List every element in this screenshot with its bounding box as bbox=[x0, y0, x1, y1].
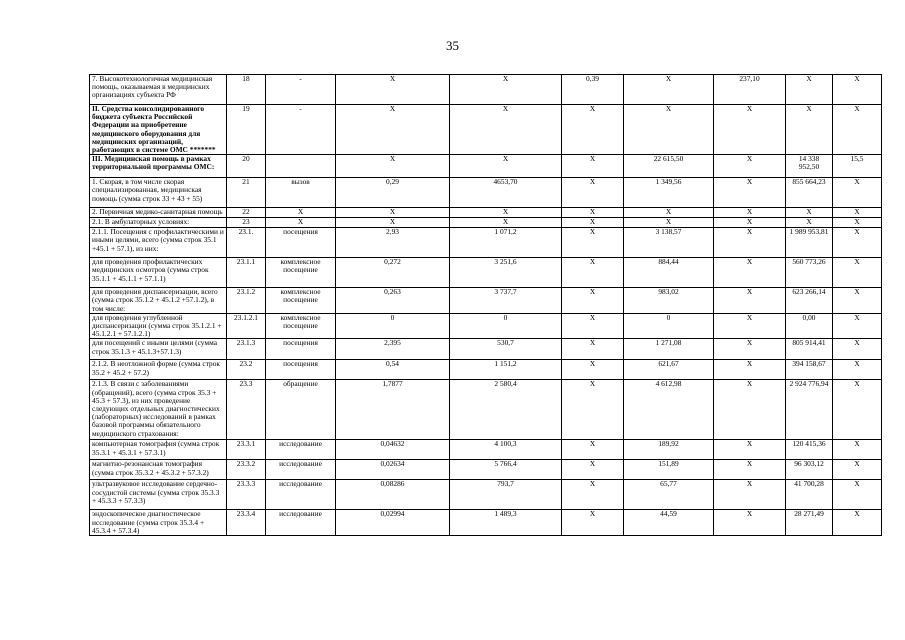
row-per-capita-budget: X bbox=[562, 339, 624, 360]
row-cost-oms: 1 989 953,81 bbox=[786, 228, 833, 258]
row-description: для проведения углубленной диспансеризации (сумма строк 35.1.2.1 + 45.1.2.1 + 57.1.2.1) bbox=[90, 313, 227, 339]
row-per-capita-budget: X bbox=[562, 460, 624, 480]
row-percent: X bbox=[833, 288, 882, 314]
table-row bbox=[90, 218, 882, 228]
row-description: 1. Скорая, в том числе скорая специализированная, медицинская помощь (сумма строк 33 + 43 + 55) bbox=[90, 178, 227, 208]
row-line-number: 23.3.2 bbox=[227, 460, 266, 480]
row-cost-budget: 237,10 bbox=[714, 75, 786, 105]
row-percent: 15,5 bbox=[833, 155, 882, 178]
row-cost-budget: X bbox=[714, 480, 786, 510]
row-line-number: 23.1.2 bbox=[227, 288, 266, 314]
row-line-number: 23.2 bbox=[227, 360, 266, 380]
row-cost-oms: 0,00 bbox=[786, 313, 833, 339]
row-percent: X bbox=[833, 380, 882, 440]
row-cost-budget: X bbox=[714, 155, 786, 178]
row-per-capita-budget: X bbox=[562, 208, 624, 218]
row-cost-budget: X bbox=[714, 288, 786, 314]
row-cost-oms: 855 664,23 bbox=[786, 178, 833, 208]
row-description: 2.1.1. Посещения с профилактическими и иными целями, всего (сумма строк 35.1 +45.1 + 57.1), из них: bbox=[90, 228, 227, 258]
row-per-capita-oms: 983,02 bbox=[624, 288, 714, 314]
row-line-number: 23.1.3 bbox=[227, 339, 266, 360]
table-row bbox=[90, 208, 882, 218]
row-unit: обращение bbox=[266, 380, 336, 440]
row-cost-budget: X bbox=[714, 510, 786, 536]
row-line-number: 23 bbox=[227, 218, 266, 228]
table-row bbox=[90, 105, 882, 155]
row-cost-norm: 3 251,6 bbox=[450, 258, 562, 288]
row-per-capita-oms: 1 349,56 bbox=[624, 178, 714, 208]
table-row bbox=[90, 510, 882, 536]
row-volume-norm: X bbox=[336, 208, 450, 218]
row-percent: X bbox=[833, 258, 882, 288]
row-unit bbox=[266, 155, 336, 178]
row-cost-norm: 0 bbox=[450, 313, 562, 339]
row-description: эндоскопическое диагностическое исследование (сумма строк 35.3.4 + 45.3.4 + 57.3.4) bbox=[90, 510, 227, 536]
row-cost-budget: X bbox=[714, 228, 786, 258]
row-cost-norm: X bbox=[450, 75, 562, 105]
row-cost-norm: 793,7 bbox=[450, 480, 562, 510]
row-cost-norm: 4 100,3 bbox=[450, 440, 562, 460]
row-line-number: 23.1. bbox=[227, 228, 266, 258]
row-unit: X bbox=[266, 218, 336, 228]
row-description: магнитно-резонансная томография (сумма строк 35.3.2 + 45.3.2 + 57.3.2) bbox=[90, 460, 227, 480]
row-cost-norm: 1 071,2 bbox=[450, 228, 562, 258]
row-cost-oms: 805 914,41 bbox=[786, 339, 833, 360]
row-per-capita-oms: X bbox=[624, 218, 714, 228]
row-volume-norm: X bbox=[336, 155, 450, 178]
row-per-capita-oms: X bbox=[624, 208, 714, 218]
row-unit: комплексное посещение bbox=[266, 313, 336, 339]
row-line-number: 23.3.3 bbox=[227, 480, 266, 510]
medical-care-table bbox=[89, 74, 882, 536]
table-row bbox=[90, 339, 882, 360]
row-per-capita-oms: 4 612,98 bbox=[624, 380, 714, 440]
row-per-capita-budget: X bbox=[562, 288, 624, 314]
row-unit: посещения bbox=[266, 339, 336, 360]
row-cost-budget: X bbox=[714, 313, 786, 339]
row-unit: исследование bbox=[266, 440, 336, 460]
row-description: 2. Первичная медико-санитарная помощь bbox=[90, 208, 227, 218]
row-per-capita-budget: X bbox=[562, 313, 624, 339]
row-cost-norm: X bbox=[450, 218, 562, 228]
row-description: компьютерная томография (сумма строк 35.3.1 + 45.3.1 + 57.3.1) bbox=[90, 440, 227, 460]
row-per-capita-budget: X bbox=[562, 510, 624, 536]
row-percent: X bbox=[833, 228, 882, 258]
row-percent: X bbox=[833, 360, 882, 380]
row-cost-oms: 14 338 952,50 bbox=[786, 155, 833, 178]
row-cost-oms: 560 773,26 bbox=[786, 258, 833, 288]
row-cost-oms: X bbox=[786, 75, 833, 105]
row-cost-norm: 3 737,7 bbox=[450, 288, 562, 314]
table-row bbox=[90, 313, 882, 339]
row-cost-budget: X bbox=[714, 105, 786, 155]
row-line-number: 22 bbox=[227, 208, 266, 218]
row-per-capita-budget: X bbox=[562, 360, 624, 380]
row-percent: X bbox=[833, 339, 882, 360]
row-line-number: 18 bbox=[227, 75, 266, 105]
row-per-capita-budget: 0,39 bbox=[562, 75, 624, 105]
row-line-number: 19 bbox=[227, 105, 266, 155]
row-per-capita-oms: 65,77 bbox=[624, 480, 714, 510]
table-row bbox=[90, 360, 882, 380]
row-volume-norm: 0,02994 bbox=[336, 510, 450, 536]
row-cost-norm: X bbox=[450, 105, 562, 155]
row-volume-norm: 1,7877 bbox=[336, 380, 450, 440]
row-cost-oms: X bbox=[786, 208, 833, 218]
row-cost-norm: X bbox=[450, 155, 562, 178]
row-per-capita-budget: X bbox=[562, 105, 624, 155]
row-cost-oms: 41 700,28 bbox=[786, 480, 833, 510]
row-cost-budget: X bbox=[714, 208, 786, 218]
row-cost-oms: X bbox=[786, 105, 833, 155]
row-description: 7. Высокотехнологичная медицинская помощь, оказываемая в медицинских организациях субъекта РФ bbox=[90, 75, 227, 105]
row-volume-norm: X bbox=[336, 75, 450, 105]
table-row bbox=[90, 460, 882, 480]
table-row bbox=[90, 480, 882, 510]
row-cost-oms: 28 271,49 bbox=[786, 510, 833, 536]
row-cost-oms: 120 415,36 bbox=[786, 440, 833, 460]
row-percent: X bbox=[833, 480, 882, 510]
row-unit: X bbox=[266, 208, 336, 218]
row-percent: X bbox=[833, 75, 882, 105]
table-row bbox=[90, 440, 882, 460]
row-line-number: 23.3.1 bbox=[227, 440, 266, 460]
row-volume-norm: 0,54 bbox=[336, 360, 450, 380]
row-unit: - bbox=[266, 75, 336, 105]
row-volume-norm: 0,04632 bbox=[336, 440, 450, 460]
row-percent: X bbox=[833, 105, 882, 155]
row-description: для проведения диспансеризации, всего (сумма строк 35.1.2 + 45.1.2 +57.1.2), в том числе: bbox=[90, 288, 227, 314]
table-row bbox=[90, 178, 882, 208]
row-cost-budget: X bbox=[714, 339, 786, 360]
row-cost-budget: X bbox=[714, 218, 786, 228]
row-per-capita-oms: 44,59 bbox=[624, 510, 714, 536]
row-cost-oms: 623 266,14 bbox=[786, 288, 833, 314]
row-per-capita-budget: X bbox=[562, 440, 624, 460]
row-description: для посещений с иными целями (сумма строк 35.1.3 + 45.1.3+57.1.3) bbox=[90, 339, 227, 360]
row-unit: посещения bbox=[266, 228, 336, 258]
row-cost-budget: X bbox=[714, 440, 786, 460]
row-percent: X bbox=[833, 208, 882, 218]
table-row bbox=[90, 288, 882, 314]
row-line-number: 23.1.1 bbox=[227, 258, 266, 288]
row-description: III. Медицинская помощь в рамках территориальной программы ОМС: bbox=[90, 155, 227, 178]
row-line-number: 23.3.4 bbox=[227, 510, 266, 536]
row-percent: X bbox=[833, 460, 882, 480]
row-volume-norm: 0,08286 bbox=[336, 480, 450, 510]
row-unit: посещения bbox=[266, 360, 336, 380]
row-cost-norm: 2 580,4 bbox=[450, 380, 562, 440]
row-percent: X bbox=[833, 178, 882, 208]
row-line-number: 23.1.2.1 bbox=[227, 313, 266, 339]
row-volume-norm: 2,93 bbox=[336, 228, 450, 258]
row-volume-norm: 0,29 bbox=[336, 178, 450, 208]
row-cost-oms: X bbox=[786, 218, 833, 228]
row-per-capita-budget: X bbox=[562, 228, 624, 258]
row-volume-norm: 0 bbox=[336, 313, 450, 339]
row-per-capita-budget: X bbox=[562, 155, 624, 178]
row-percent: X bbox=[833, 510, 882, 536]
table-row bbox=[90, 228, 882, 258]
row-per-capita-budget: X bbox=[562, 218, 624, 228]
row-cost-budget: X bbox=[714, 380, 786, 440]
row-cost-budget: X bbox=[714, 460, 786, 480]
row-description: 2.1.2. В неотложной форме (сумма строк 35.2 + 45.2 + 57.2) bbox=[90, 360, 227, 380]
row-per-capita-budget: X bbox=[562, 380, 624, 440]
row-cost-norm: X bbox=[450, 208, 562, 218]
row-per-capita-oms: X bbox=[624, 105, 714, 155]
row-unit: комплексное посещение bbox=[266, 258, 336, 288]
table-row bbox=[90, 380, 882, 440]
row-percent: X bbox=[833, 218, 882, 228]
row-volume-norm: 0,263 bbox=[336, 288, 450, 314]
row-unit: исследование bbox=[266, 460, 336, 480]
row-line-number: 21 bbox=[227, 178, 266, 208]
row-cost-oms: 2 924 776,94 bbox=[786, 380, 833, 440]
row-per-capita-oms: 0 bbox=[624, 313, 714, 339]
row-cost-norm: 1 151,2 bbox=[450, 360, 562, 380]
row-cost-budget: X bbox=[714, 178, 786, 208]
row-description: II. Средства консолидированного бюджета субъекта Российской Федерации на приобретение медицинского оборудования для медицинских организаций, работающих в системе ОМС ******* bbox=[90, 105, 227, 155]
row-per-capita-budget: X bbox=[562, 258, 624, 288]
row-unit: комплексное посещение bbox=[266, 288, 336, 314]
row-per-capita-oms: 22 615,50 bbox=[624, 155, 714, 178]
row-unit: вызов bbox=[266, 178, 336, 208]
row-description: 2.1. В амбулаторных условиях: bbox=[90, 218, 227, 228]
row-per-capita-oms: 3 138,57 bbox=[624, 228, 714, 258]
row-per-capita-oms: 1 271,08 bbox=[624, 339, 714, 360]
row-per-capita-oms: 621,67 bbox=[624, 360, 714, 380]
row-cost-norm: 530,7 bbox=[450, 339, 562, 360]
row-description: ультразвуковое исследование сердечно-сосудистой системы (сумма строк 35.3.3 + 45.3.3 + 57.3.3) bbox=[90, 480, 227, 510]
row-per-capita-oms: 151,89 bbox=[624, 460, 714, 480]
row-per-capita-oms: 884,44 bbox=[624, 258, 714, 288]
page-number: 35 bbox=[446, 38, 459, 53]
row-cost-norm: 4653,70 bbox=[450, 178, 562, 208]
row-percent: X bbox=[833, 440, 882, 460]
row-unit: исследование bbox=[266, 510, 336, 536]
row-volume-norm: 0,02634 bbox=[336, 460, 450, 480]
row-per-capita-oms: X bbox=[624, 75, 714, 105]
row-cost-budget: X bbox=[714, 360, 786, 380]
row-cost-norm: 1 489,3 bbox=[450, 510, 562, 536]
row-volume-norm: X bbox=[336, 218, 450, 228]
row-percent: X bbox=[833, 313, 882, 339]
row-per-capita-oms: 189,92 bbox=[624, 440, 714, 460]
row-unit: - bbox=[266, 105, 336, 155]
row-unit: исследование bbox=[266, 480, 336, 510]
row-volume-norm: 2,395 bbox=[336, 339, 450, 360]
row-line-number: 20 bbox=[227, 155, 266, 178]
row-per-capita-budget: X bbox=[562, 480, 624, 510]
row-cost-oms: 394 158,67 bbox=[786, 360, 833, 380]
row-cost-norm: 5 766,4 bbox=[450, 460, 562, 480]
row-per-capita-budget: X bbox=[562, 178, 624, 208]
row-volume-norm: 0,272 bbox=[336, 258, 450, 288]
row-description: 2.1.3. В связи с заболеваниями (обращений), всего (сумма строк 35.3 + 45.3 + 57.3), из них проведение следующих отдельных диагностических (лабораторных) исследований в рамках базовой программы обязательного медицинского страхования: bbox=[90, 380, 227, 440]
row-description: для проведения профилактических медицинских осмотров (сумма строк 35.1.1 + 45.1.1 + 57.1.1) bbox=[90, 258, 227, 288]
row-volume-norm: X bbox=[336, 105, 450, 155]
table-row bbox=[90, 258, 882, 288]
table-row bbox=[90, 155, 882, 178]
row-line-number: 23.3 bbox=[227, 380, 266, 440]
row-cost-oms: 96 303,12 bbox=[786, 460, 833, 480]
table-row bbox=[90, 75, 882, 105]
row-cost-budget: X bbox=[714, 258, 786, 288]
